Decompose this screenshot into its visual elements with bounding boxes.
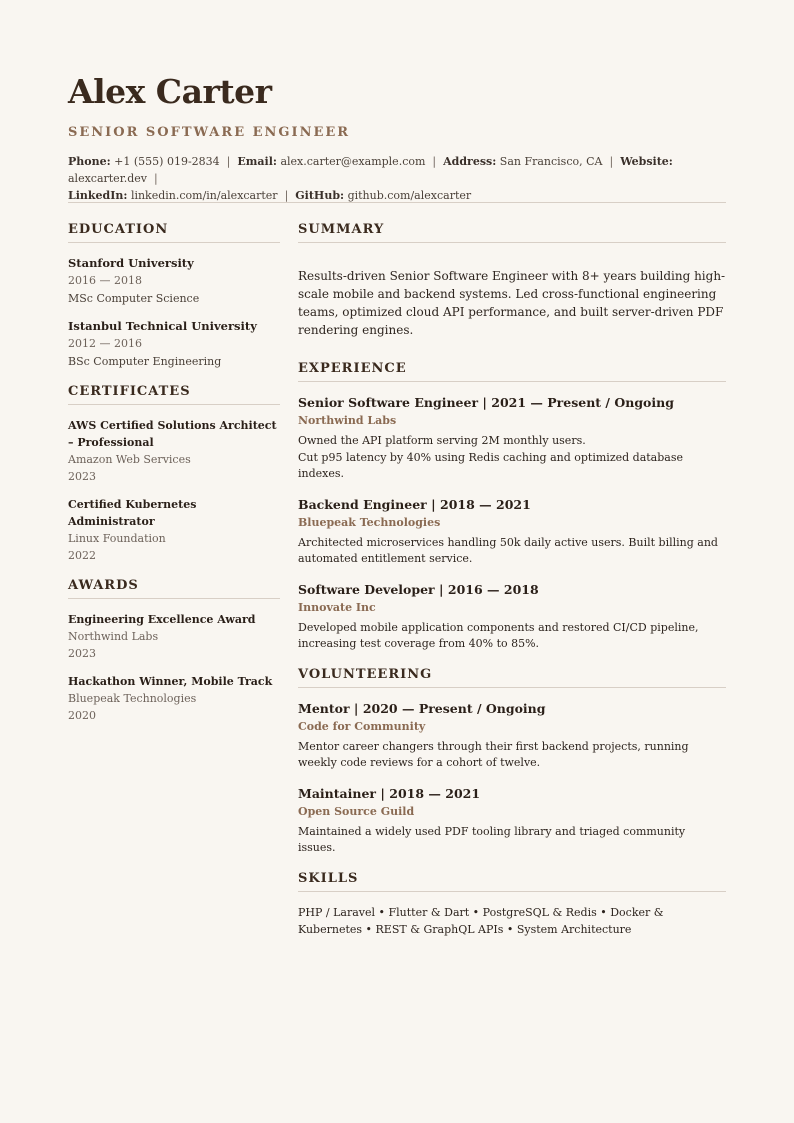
phone-value: +1 (555) 019-2834 xyxy=(114,155,220,168)
separator: | xyxy=(226,155,231,168)
right-column xyxy=(298,222,726,938)
candidate-role: SENIOR SOFTWARE ENGINEER xyxy=(68,125,351,140)
job-description: Developed mobile application components and restored CI/CD pipeline, increasing test coverage from 40% to 85%. xyxy=(298,620,699,650)
summary-text: Results-driven Senior Software Engineer with 8+ years building high-scale mobile and backend systems. Led cross-functional engineering teams, optimized cloud API performance, and built server-driven PDF rendering engines. xyxy=(298,269,726,337)
experience-item xyxy=(298,496,726,568)
certificate-issuer: Amazon Web Services xyxy=(68,453,191,466)
volunteering-section xyxy=(298,667,726,857)
experience-heading: EXPERIENCE xyxy=(298,361,726,382)
certificate-name: AWS Certified Solutions Architect – Professional xyxy=(68,419,277,449)
job-description: Owned the API platform serving 2M monthly users. xyxy=(298,434,586,447)
job-company: Northwind Labs xyxy=(298,414,397,427)
separator: | xyxy=(432,155,437,168)
header-divider xyxy=(68,202,726,203)
linkedin-value[interactable]: linkedin.com/in/alexcarter xyxy=(130,189,278,202)
certificate-year: 2023 xyxy=(68,470,96,483)
award-name: Hackathon Winner, Mobile Track xyxy=(68,675,273,688)
experience-section xyxy=(298,361,726,653)
linkedin-label: LinkedIn: xyxy=(68,189,128,202)
education-heading: EDUCATION xyxy=(68,222,280,243)
award-name: Engineering Excellence Award xyxy=(68,613,256,626)
website-value[interactable]: alexcarter.dev xyxy=(68,172,148,185)
award-issuer: Bluepeak Technologies xyxy=(68,692,197,705)
school-years: 2012 — 2016 xyxy=(68,337,142,350)
volunteer-org: Open Source Guild xyxy=(298,804,415,818)
job-description: Cut p95 latency by 40% using Redis caching and optimized database indexes. xyxy=(298,450,683,480)
award-item xyxy=(68,673,280,724)
certificate-name: Certified Kubernetes Administrator xyxy=(68,498,197,528)
volunteer-title: Mentor | 2020 — Present / Ongoing xyxy=(298,700,546,716)
job-company: Innovate Inc xyxy=(298,600,376,614)
awards-section xyxy=(68,578,280,724)
separator: | xyxy=(284,189,289,202)
skills-list: PHP / Laravel • Flutter & Dart • PostgreSQL & Redis • Docker & Kubernetes • REST & GraphQL APIs • System Architecture xyxy=(298,905,664,936)
volunteering-heading: VOLUNTEERING xyxy=(298,667,726,688)
education-item xyxy=(68,255,280,307)
education-section xyxy=(68,222,280,370)
award-issuer: Northwind Labs xyxy=(68,630,159,643)
skills-section xyxy=(298,871,726,938)
award-year: 2020 xyxy=(68,709,96,722)
certificates-heading: CERTIFICATES xyxy=(68,384,280,405)
award-item xyxy=(68,611,280,662)
job-description: Architected microservices handling 50k daily active users. Built billing and automated entitlement service. xyxy=(298,535,718,565)
summary-heading: SUMMARY xyxy=(298,222,726,243)
experience-item xyxy=(298,394,726,483)
school-degree: BSc Computer Engineering xyxy=(68,355,222,368)
job-title: Backend Engineer | 2018 — 2021 xyxy=(298,496,531,512)
github-label: GitHub: xyxy=(295,189,345,202)
volunteering-item xyxy=(298,785,726,857)
email-value[interactable]: alex.carter@example.com xyxy=(280,155,426,168)
job-title: Senior Software Engineer | 2021 — Present / Ongoing xyxy=(298,395,674,410)
certificates-section xyxy=(68,384,280,564)
certificate-issuer: Linux Foundation xyxy=(68,532,166,545)
phone-label: Phone: xyxy=(68,155,111,168)
volunteering-item xyxy=(298,700,726,772)
summary-section xyxy=(298,222,726,339)
volunteer-title: Maintainer | 2018 — 2021 xyxy=(298,785,481,801)
skills-heading: SKILLS xyxy=(298,871,726,892)
certificate-item xyxy=(68,496,280,564)
address-value: San Francisco, CA xyxy=(499,155,603,168)
separator: | xyxy=(154,172,158,185)
volunteer-description: Maintained a widely used PDF tooling library and triaged community issues. xyxy=(298,824,686,854)
contact-info xyxy=(68,153,726,204)
volunteer-description: Mentor career changers through their first backend projects, running weekly code reviews for a cohort of twelve. xyxy=(298,739,689,769)
experience-item xyxy=(298,581,726,653)
awards-heading: AWARDS xyxy=(68,578,280,599)
school-name: Stanford University xyxy=(68,256,194,270)
education-item xyxy=(68,318,280,370)
job-company: Bluepeak Technologies xyxy=(298,515,441,529)
separator: | xyxy=(609,155,614,168)
left-column xyxy=(68,222,280,738)
certificate-item xyxy=(68,417,280,485)
address-label: Address: xyxy=(443,155,497,168)
website-label: Website: xyxy=(620,155,673,168)
school-name: Istanbul Technical University xyxy=(68,319,257,333)
certificate-year: 2022 xyxy=(68,549,96,562)
award-year: 2023 xyxy=(68,647,96,660)
job-title: Software Developer | 2016 — 2018 xyxy=(298,581,539,597)
github-value[interactable]: github.com/alexcarter xyxy=(347,189,472,202)
school-years: 2016 — 2018 xyxy=(68,274,142,287)
candidate-name: Alex Carter xyxy=(68,72,272,111)
volunteer-org: Code for Community xyxy=(298,719,426,733)
email-label: Email: xyxy=(237,155,277,168)
school-degree: MSc Computer Science xyxy=(68,292,200,305)
